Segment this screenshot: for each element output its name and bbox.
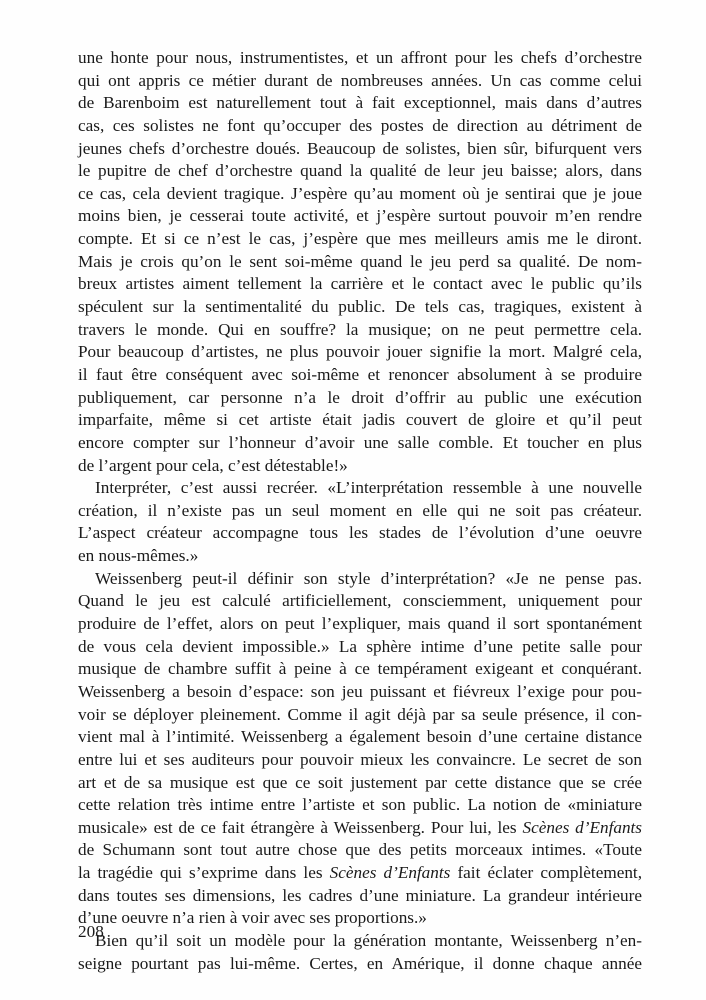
text-line: spéculent sur la sentimentalité du public. De tels cas, tragiques, existent à (78, 297, 642, 317)
paragraph-end-line: de l’argent pour cela, c’est détestable!» (78, 455, 348, 475)
text-line: le pupitre de chef d’orchestre quand la qualité de leur jeu baisse; alors, dans (78, 161, 642, 181)
text-line: de Barenboim est naturellement tout à fait exceptionnel, mais dans d’autres (78, 93, 642, 113)
paragraph-start-line: Bien qu’il soit un modèle pour la génération montante, Weissenberg n’en- (95, 930, 642, 950)
text-line: cette relation très intime entre l’artiste et son public. La notion de «miniature (78, 795, 642, 815)
paragraph-end-line: en nous-mêmes.» (78, 546, 199, 566)
text-line: cas, ces solistes ne font qu’occuper des postes de direction au détriment de (78, 115, 642, 135)
text-line: moins bien, je cesserai toute activité, et j’espère surtout pouvoir m’en rendre (78, 206, 642, 226)
text-segment: fait éclater complètement, (450, 863, 642, 883)
text-line: dans toutes ses dimensions, les cadres d’une miniature. La grandeur intérieure (78, 885, 642, 905)
italic-work-title: Scènes d’Enfants (329, 863, 451, 883)
text-line: travers le monde. Qui en souffre? la musique; on ne peut permettre cela. (78, 319, 642, 339)
body-text (78, 47, 642, 975)
text-line: imparfaite, même si cet artiste était jadis couvert de gloire et qu’il peut (78, 410, 642, 430)
text-line: entre lui et ses auditeurs pour pouvoir mieux les convaincre. Le secret de son (78, 749, 642, 769)
text-line: de Schumann sont tout autre chose que des petits morceaux intimes. «Toute (78, 840, 642, 860)
text-line: ce cas, cela devient tragique. J’espère qu’au moment où je sentirai que je joue (78, 183, 642, 203)
text-segment: la tragédie qui s’exprime dans les (78, 863, 330, 883)
text-line: voir se déployer pleinement. Comme il agit déjà par sa seule présence, il con- (78, 704, 642, 724)
text-line: Weissenberg a besoin d’espace: son jeu puissant et fiévreux l’exige pour pou- (78, 681, 642, 701)
text-line: Mais je crois qu’on le sent soi-même quand le jeu perd sa qualité. De nom- (78, 251, 642, 271)
text-segment: musicale» est de ce fait étrangère à Weissenberg. Pour lui, les (78, 817, 523, 837)
italic-work-title: Scènes d’Enfants (522, 817, 642, 837)
text-line: création, il n’existe pas un seul moment en elle qui ne soit pas créateur. (78, 500, 642, 520)
text-line: qui ont appris ce métier durant de nombreuses années. Un cas comme celui (78, 70, 642, 90)
paragraph-start-line: Interpréter, c’est aussi recréer. «L’interprétation ressemble à une nouvelle (95, 478, 642, 498)
text-line: art et de sa musique est que ce soit justement par cette distance que se crée (78, 772, 642, 792)
text-line-with-italic-title (78, 862, 642, 885)
text-line: musique de chambre suffit à peine à ce tempérament exigeant et conquérant. (78, 659, 642, 679)
text-line: breux artistes aiment tellement la carrière et le contact avec le public qu’ils (78, 274, 642, 294)
text-line: seigne pourtant pas lui-même. Certes, en Amérique, il donne chaque année (78, 953, 642, 973)
text-line: encore compter sur l’honneur d’avoir une salle comble. Et toucher en plus (78, 432, 642, 452)
text-line: compte. Et si ce n’est le cas, j’espère que mes meilleurs amis me le diront. (78, 229, 642, 249)
paragraph-end-line: d’une oeuvre n’a rien à voir avec ses proportions.» (78, 908, 427, 928)
text-line: une honte pour nous, instrumentistes, et un affront pour les chefs d’orchestre (78, 48, 642, 67)
text-line: Pour beaucoup d’artistes, ne plus pouvoir jouer signifie la mort. Malgré cela, (78, 342, 642, 362)
text-line: il faut être conséquent avec soi-même et renoncer absolument à se produire (78, 364, 642, 384)
text-line: publiquement, car personne n’a le droit d’offrir au public une exécution (78, 387, 642, 407)
text-line-with-italic-title (78, 817, 642, 840)
text-line: Quand le jeu est calculé artificiellement, consciemment, uniquement pour (78, 591, 642, 611)
text-line: de vous cela devient impossible.» La sphère intime d’une petite salle pour (78, 636, 642, 656)
page-number: 208 (78, 922, 104, 941)
text-line: L’aspect créateur accompagne tous les stades de l’évolution d’une oeuvre (78, 523, 642, 543)
text-line: jeunes chefs d’orchestre doués. Beaucoup de solistes, bien sûr, bifurquent vers (78, 138, 642, 158)
text-line: vient mal à l’intimité. Weissenberg a également besoin d’une certaine distance (78, 727, 642, 747)
text-line: produire de l’effet, alors on peut l’expliquer, mais quand il sort spontanément (78, 614, 642, 634)
paragraph-start-line: Weissenberg peut-il définir son style d’interprétation? «Je ne pense pas. (95, 568, 642, 588)
